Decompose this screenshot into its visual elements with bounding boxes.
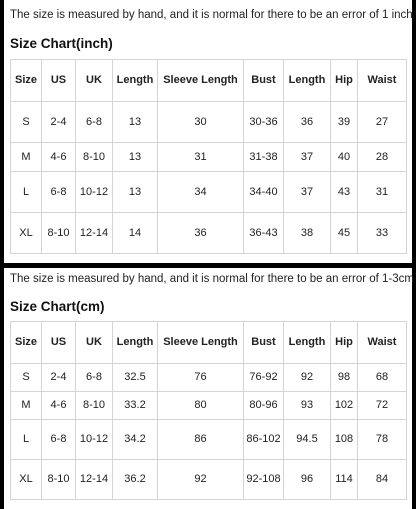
table-cell: 34-40 bbox=[244, 172, 284, 213]
table-cell: 8-10 bbox=[42, 460, 76, 500]
table-cell: 102 bbox=[331, 392, 358, 420]
table-cell: 37 bbox=[284, 143, 331, 172]
column-header: Bust bbox=[244, 322, 284, 364]
table-cell: 68 bbox=[358, 364, 407, 392]
column-header: Length bbox=[284, 322, 331, 364]
table-cell: 13 bbox=[113, 143, 158, 172]
table-cell: 92 bbox=[158, 460, 244, 500]
table-cell: 31 bbox=[158, 143, 244, 172]
table-cell: 92-108 bbox=[244, 460, 284, 500]
table-cell: 43 bbox=[331, 172, 358, 213]
table-cell: 94.5 bbox=[284, 420, 331, 460]
table-cell: 36 bbox=[284, 102, 331, 143]
column-header: Sleeve Length bbox=[158, 60, 244, 102]
table-cell: L bbox=[11, 420, 42, 460]
table-cell: 96 bbox=[284, 460, 331, 500]
table-cell: 84 bbox=[358, 460, 407, 500]
table-cell: 10-12 bbox=[76, 420, 113, 460]
column-header: Bust bbox=[244, 60, 284, 102]
size-table bbox=[10, 321, 407, 500]
table-cell: 33.2 bbox=[113, 392, 158, 420]
table-cell: 4-6 bbox=[42, 392, 76, 420]
table-cell: 30 bbox=[158, 102, 244, 143]
table-cell: 36 bbox=[158, 213, 244, 254]
table-cell: 2-4 bbox=[42, 364, 76, 392]
table-cell: 4-6 bbox=[42, 143, 76, 172]
table-cell: 39 bbox=[331, 102, 358, 143]
table-cell: 114 bbox=[331, 460, 358, 500]
table-cell: 27 bbox=[358, 102, 407, 143]
table-cell: 6-8 bbox=[42, 172, 76, 213]
table-cell: 30-36 bbox=[244, 102, 284, 143]
size-chart-title: Size Chart(cm) bbox=[10, 299, 105, 314]
table-cell: 40 bbox=[331, 143, 358, 172]
inch-size-chart-panel bbox=[4, 0, 412, 263]
header-row bbox=[11, 60, 407, 102]
table-cell: 28 bbox=[358, 143, 407, 172]
table-cell: 34 bbox=[158, 172, 244, 213]
table-cell: 78 bbox=[358, 420, 407, 460]
table-cell: 31 bbox=[358, 172, 407, 213]
table-row bbox=[11, 392, 407, 420]
table-cell: L bbox=[11, 172, 42, 213]
table-cell: 108 bbox=[331, 420, 358, 460]
size-table bbox=[10, 59, 407, 254]
table-cell: 38 bbox=[284, 213, 331, 254]
table-cell: 86 bbox=[158, 420, 244, 460]
table-cell: 8-10 bbox=[42, 213, 76, 254]
table-cell: 8-10 bbox=[76, 143, 113, 172]
table-cell: XL bbox=[11, 460, 42, 500]
table-cell: 92 bbox=[284, 364, 331, 392]
table-row bbox=[11, 460, 407, 500]
table-cell: M bbox=[11, 143, 42, 172]
table-row bbox=[11, 213, 407, 254]
table-cell: 98 bbox=[331, 364, 358, 392]
column-header: Waist bbox=[358, 322, 407, 364]
table-cell: 14 bbox=[113, 213, 158, 254]
column-header: UK bbox=[76, 322, 113, 364]
column-header: UK bbox=[76, 60, 113, 102]
column-header: Length bbox=[284, 60, 331, 102]
table-cell: 76 bbox=[158, 364, 244, 392]
column-header: Hip bbox=[331, 322, 358, 364]
column-header: US bbox=[42, 60, 76, 102]
table-cell: XL bbox=[11, 213, 42, 254]
table-row bbox=[11, 364, 407, 392]
table-cell: 6-8 bbox=[76, 102, 113, 143]
table-cell: 36.2 bbox=[113, 460, 158, 500]
table-cell: 13 bbox=[113, 172, 158, 213]
column-header: Sleeve Length bbox=[158, 322, 244, 364]
table-cell: 12-14 bbox=[76, 460, 113, 500]
column-header: US bbox=[42, 322, 76, 364]
size-chart-title: Size Chart(inch) bbox=[10, 36, 113, 51]
table-cell: 2-4 bbox=[42, 102, 76, 143]
table-cell: 76-92 bbox=[244, 364, 284, 392]
table-cell: 6-8 bbox=[42, 420, 76, 460]
table-cell: 32.5 bbox=[113, 364, 158, 392]
table-cell: 10-12 bbox=[76, 172, 113, 213]
table-cell: 6-8 bbox=[76, 364, 113, 392]
table-cell: 36-43 bbox=[244, 213, 284, 254]
table-cell: 80-96 bbox=[244, 392, 284, 420]
column-header: Waist bbox=[358, 60, 407, 102]
table-row bbox=[11, 420, 407, 460]
measurement-note: The size is measured by hand, and it is normal for there to be an error of 1 inch bbox=[10, 9, 413, 21]
measurement-note: The size is measured by hand, and it is normal for there to be an error of 1-3cm bbox=[10, 273, 414, 285]
table-cell: 93 bbox=[284, 392, 331, 420]
table-cell: 45 bbox=[331, 213, 358, 254]
table-cell: 86-102 bbox=[244, 420, 284, 460]
table-cell: 33 bbox=[358, 213, 407, 254]
column-header: Size bbox=[11, 60, 42, 102]
table-cell: 34.2 bbox=[113, 420, 158, 460]
table-cell: 37 bbox=[284, 172, 331, 213]
table-cell: 72 bbox=[358, 392, 407, 420]
header-row bbox=[11, 322, 407, 364]
column-header: Length bbox=[113, 60, 158, 102]
table-cell: S bbox=[11, 364, 42, 392]
column-header: Hip bbox=[331, 60, 358, 102]
table-row bbox=[11, 143, 407, 172]
table-cell: 8-10 bbox=[76, 392, 113, 420]
table-cell: 13 bbox=[113, 102, 158, 143]
table-cell: S bbox=[11, 102, 42, 143]
table-cell: 12-14 bbox=[76, 213, 113, 254]
table-row bbox=[11, 172, 407, 213]
table-cell: 80 bbox=[158, 392, 244, 420]
table-row bbox=[11, 102, 407, 143]
table-cell: 31-38 bbox=[244, 143, 284, 172]
cm-size-chart-panel bbox=[4, 268, 412, 509]
column-header: Size bbox=[11, 322, 42, 364]
table-cell: M bbox=[11, 392, 42, 420]
column-header: Length bbox=[113, 322, 158, 364]
